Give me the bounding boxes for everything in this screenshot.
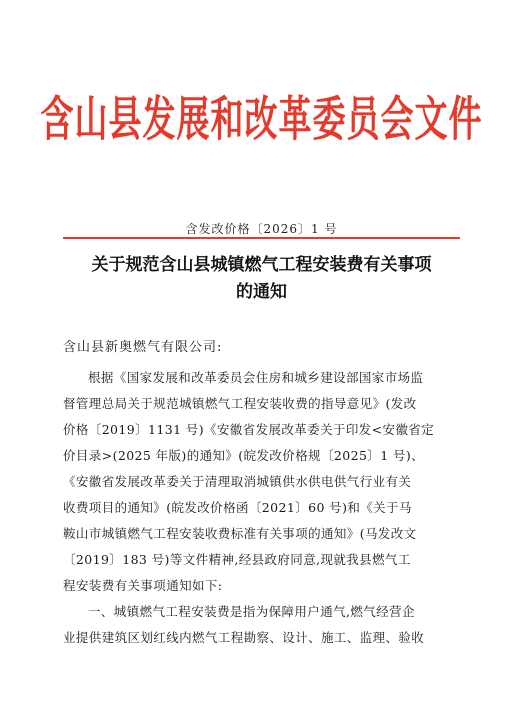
document-header-title: 含山县发展和改革委员会文件	[40, 90, 483, 148]
body-line: 督管理总局关于规范城镇燃气工程安装收费的指导意见》(发改	[63, 396, 417, 411]
addressee: 含山县新奥燃气有限公司:	[63, 340, 223, 355]
body-text	[63, 365, 468, 651]
notice-title-line-1: 关于规范含山县城镇燃气工程安装费有关事项	[91, 255, 432, 275]
body-line: 一、城镇燃气工程安装费是指为保障用户通气,燃气经营企	[88, 604, 415, 619]
body-line: 价格〔2019〕1131 号)《安徽省发展改革委关于印发<安徽省定	[63, 422, 435, 437]
body-line: 根据《国家发展和改革委员会住房和城乡建设部国家市场监	[88, 370, 424, 385]
body-line: 程安装费有关事项通知如下:	[63, 578, 223, 593]
document-number: 含发改价格〔2026〕1 号	[185, 222, 338, 236]
header-red-rule	[63, 237, 460, 239]
body-line: 收费项目的通知》(皖发改价格函〔2021〕60 号)和《关于马	[63, 500, 412, 515]
notice-title	[40, 252, 483, 306]
body-line: 价目录>(2025 年版)的通知》(皖发改价格规〔2025〕1 号)、	[63, 448, 425, 463]
body-line: 业提供建筑区划红线内燃气工程勘察、设计、施工、监理、验收	[63, 630, 425, 645]
notice-title-line-2: 的通知	[236, 282, 287, 302]
body-line: 〔2019〕183 号)等文件精神,经县政府同意,现就我县燃气工	[63, 552, 411, 567]
body-line: 《安徽省发展改革委关于清理取消城镇供水供电供气行业有关	[63, 474, 412, 489]
body-line: 鞍山市城镇燃气工程安装收费标准有关事项的通知》(马发改文	[63, 526, 417, 541]
